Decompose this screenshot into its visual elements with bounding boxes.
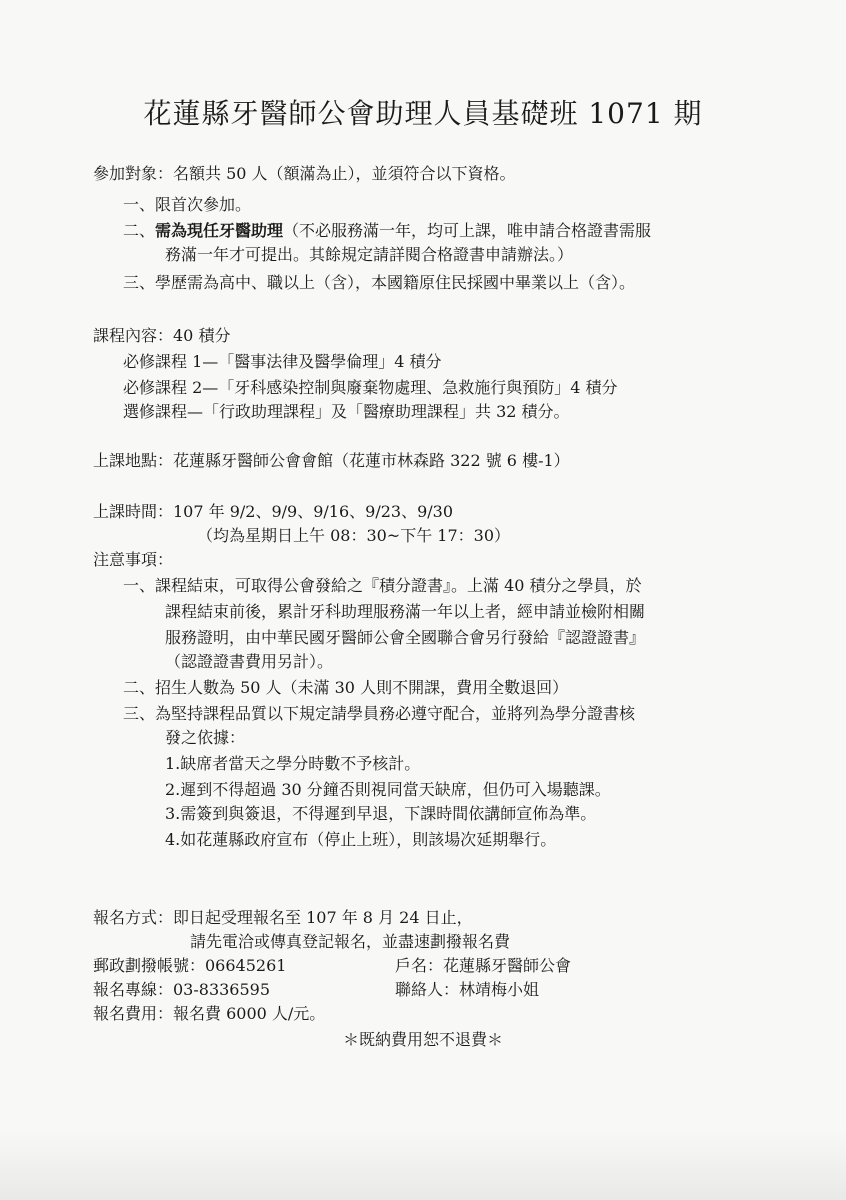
course-required-2: 必修課程 2—「牙科感染控制與廢棄物處理、急救施行與預防」4 積分 [123, 378, 618, 397]
course-heading: 課程內容：40 積分 [93, 326, 231, 345]
note-1-line-4: （認證證書費用另計）。 [165, 652, 334, 671]
course-location: 上課地點：花蓮縣牙醫師公會會館（花蓮市林森路 322 號 6 樓-1） [93, 451, 570, 470]
rule-3: 3.需簽到與簽退，不得遲到早退，下課時間依講師宣佈為準。 [165, 804, 597, 823]
registration-method-line-1: 報名方式：即日起受理報名至 107 年 8 月 24 日止， [93, 908, 473, 927]
note-3-line-1: 三、為堅持課程品質以下規定請學員務必遵守配合，並將列為學分證書核 [123, 704, 636, 723]
eligibility-item-3: 三、學歷需為高中、職以上（含），本國籍原住民採國中畢業以上（含）。 [123, 273, 636, 292]
eligibility-item-2-bold: 需為現任牙醫助理 [155, 221, 284, 240]
note-1-line-1: 一、課程結束，可取得公會發給之『積分證書』。上滿 40 積分之學員，於 [123, 576, 642, 595]
eligibility-item-2-prefix: 二、 [123, 221, 156, 240]
registration-fee: 報名費用：報名費 6000 人/元。 [93, 1004, 326, 1023]
rule-1: 1.缺席者當天之學分時數不予核計。 [165, 754, 421, 773]
eligibility-item-1: 一、限首次參加。 [123, 195, 252, 214]
notes-heading: 注意事項： [93, 550, 174, 569]
registration-phone: 報名專線：03-8336595 [93, 980, 271, 999]
document-title: 花蓮縣牙醫師公會助理人員基礎班 1071 期 [143, 97, 703, 130]
scan-shadow [0, 1130, 846, 1200]
eligibility-item-2-rest: （不必服務滿一年，均可上課，唯申請合格證書需服 [283, 221, 652, 240]
note-3-line-2: 發之依據： [165, 728, 246, 747]
no-refund-notice: ＊既納費用恕不退費＊ [342, 1030, 503, 1049]
rule-4: 4.如花蓮縣政府宣布（停止上班），則該場次延期舉行。 [165, 830, 557, 849]
course-required-1: 必修課程 1—「醫事法律及醫學倫理」4 積分 [123, 352, 442, 371]
note-1-line-2: 課程結束前後，累計牙科助理服務滿一年以上者，經申請並檢附相關 [165, 602, 646, 621]
postal-account-number: 郵政劃撥帳號：06645261 [93, 956, 287, 975]
eligibility-heading: 參加對象：名額共 50 人（額滿為止），並須符合以下資格。 [93, 164, 516, 183]
course-elective: 選修課程—「行政助理課程」及「醫療助理課程」共 32 積分。 [123, 402, 570, 421]
eligibility-item-2 [123, 220, 651, 242]
rule-2: 2.遲到不得超過 30 分鐘否則視同當天缺席，但仍可入場聽課。 [165, 780, 611, 799]
registration-contact: 聯絡人：林靖梅小姐 [395, 980, 540, 999]
registration-method-line-2: 請先電洽或傳真登記報名，並盡速劃撥報名費 [190, 932, 511, 951]
schedule-dates: 上課時間：107 年 9/2、9/9、9/16、9/23、9/30 [93, 502, 454, 521]
postal-account-name: 戶名：花蓮縣牙醫師公會 [395, 956, 572, 975]
note-2: 二、招生人數為 50 人（未滿 30 人則不開課，費用全數退回） [123, 678, 569, 697]
schedule-hours: （均為星期日上午 08：30~下午 17：30） [197, 526, 511, 545]
note-1-line-3: 服務證明，由中華民國牙醫師公會全國聯合會另行發給『認證證書』 [165, 628, 646, 647]
eligibility-item-2-cont: 務滿一年才可提出。其餘規定請詳閱合格證書申請辦法。） [165, 245, 574, 264]
